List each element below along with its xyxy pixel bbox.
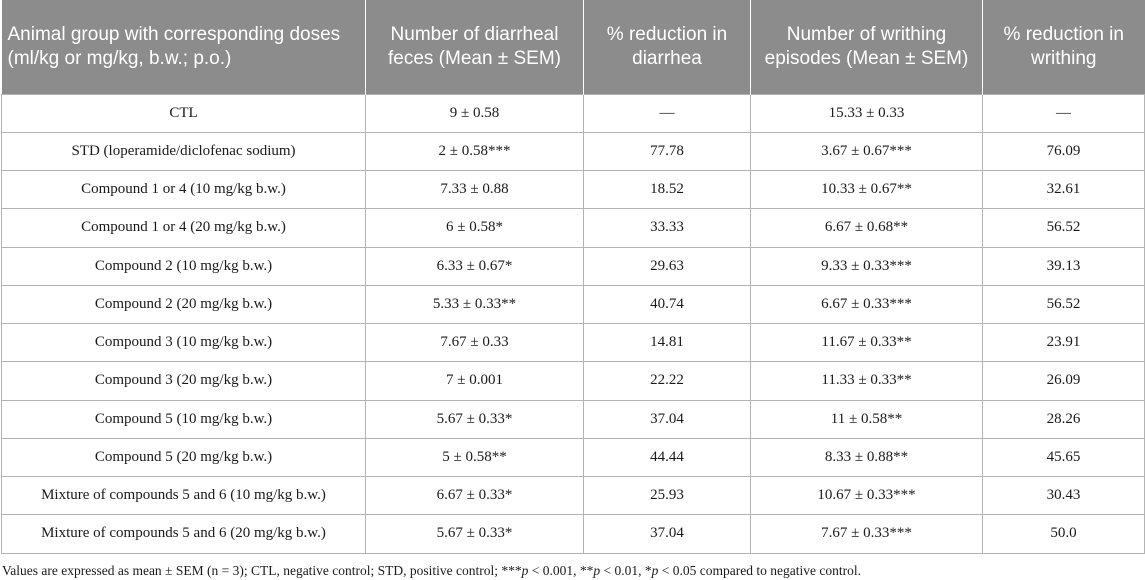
table-row: [2, 285, 1145, 323]
table-row: [2, 324, 1145, 362]
header-reduction-diarrhea: % reduction in diarrhea: [584, 0, 751, 94]
cell-diarrheal-feces: 6.67 ± 0.33*: [366, 477, 584, 515]
cell-reduction-writhing: 32.61: [983, 171, 1145, 209]
cell-reduction-diarrhea: 29.63: [584, 247, 751, 285]
footnote-text-part: < 0.05 compared to negative control.: [658, 563, 861, 578]
cell-group: Compound 1 or 4 (20 mg/kg b.w.): [2, 209, 366, 247]
cell-writhing-episodes: 11.33 ± 0.33**: [751, 362, 983, 400]
cell-reduction-diarrhea: —: [584, 94, 751, 132]
cell-reduction-diarrhea: 77.78: [584, 132, 751, 170]
cell-reduction-writhing: 23.91: [983, 324, 1145, 362]
cell-reduction-writhing: 26.09: [983, 362, 1145, 400]
table-row: [2, 400, 1145, 438]
cell-group: Mixture of compounds 5 and 6 (10 mg/kg b.w.): [2, 477, 366, 515]
table-row: [2, 515, 1145, 553]
cell-diarrheal-feces: 6.33 ± 0.67*: [366, 247, 584, 285]
table-row: [2, 477, 1145, 515]
table-row: [2, 94, 1145, 132]
table-row: [2, 362, 1145, 400]
cell-reduction-writhing: 56.52: [983, 209, 1145, 247]
cell-diarrheal-feces: 6 ± 0.58*: [366, 209, 584, 247]
cell-diarrheal-feces: 5 ± 0.58**: [366, 438, 584, 476]
table-row: [2, 171, 1145, 209]
cell-group: Compound 5 (20 mg/kg b.w.): [2, 438, 366, 476]
cell-writhing-episodes: 10.67 ± 0.33***: [751, 477, 983, 515]
cell-diarrheal-feces: 2 ± 0.58***: [366, 132, 584, 170]
cell-diarrheal-feces: 5.67 ± 0.33*: [366, 400, 584, 438]
cell-writhing-episodes: 8.33 ± 0.88**: [751, 438, 983, 476]
table-body: [2, 94, 1145, 553]
footnote-p-symbol: p: [521, 563, 529, 578]
footnote-text-part: Values are expressed as mean ± SEM (n = 3); CTL, negative control; STD, positive control; ***: [2, 563, 522, 578]
cell-group: Compound 2 (20 mg/kg b.w.): [2, 285, 366, 323]
cell-reduction-writhing: 28.26: [983, 400, 1145, 438]
cell-reduction-writhing: 56.52: [983, 285, 1145, 323]
cell-reduction-diarrhea: 25.93: [584, 477, 751, 515]
cell-reduction-diarrhea: 40.74: [584, 285, 751, 323]
cell-group: Compound 1 or 4 (10 mg/kg b.w.): [2, 171, 366, 209]
table-row: [2, 247, 1145, 285]
cell-reduction-writhing: 45.65: [983, 438, 1145, 476]
header-row: [2, 0, 1145, 94]
footnote-text-part: < 0.01, *: [600, 563, 652, 578]
table-row: [2, 132, 1145, 170]
cell-reduction-diarrhea: 33.33: [584, 209, 751, 247]
cell-reduction-writhing: —: [983, 94, 1145, 132]
cell-reduction-writhing: 39.13: [983, 247, 1145, 285]
cell-reduction-diarrhea: 22.22: [584, 362, 751, 400]
cell-reduction-diarrhea: 14.81: [584, 324, 751, 362]
cell-writhing-episodes: 6.67 ± 0.33***: [751, 285, 983, 323]
header-reduction-writhing: % reduction in writhing: [983, 0, 1145, 94]
header-writhing-episodes: Number of writhing episodes (Mean ± SEM): [751, 0, 983, 94]
cell-writhing-episodes: 15.33 ± 0.33: [751, 94, 983, 132]
cell-diarrheal-feces: 7.67 ± 0.33: [366, 324, 584, 362]
table-header: [2, 0, 1145, 94]
table-row: [2, 438, 1145, 476]
table-row: [2, 209, 1145, 247]
cell-group: Compound 5 (10 mg/kg b.w.): [2, 400, 366, 438]
header-diarrheal-feces: Number of diarrheal feces (Mean ± SEM): [366, 0, 584, 94]
cell-writhing-episodes: 10.33 ± 0.67**: [751, 171, 983, 209]
cell-diarrheal-feces: 7.33 ± 0.88: [366, 171, 584, 209]
cell-reduction-diarrhea: 37.04: [584, 400, 751, 438]
cell-reduction-diarrhea: 37.04: [584, 515, 751, 553]
footnote-text-part: < 0.001, **: [528, 563, 594, 578]
cell-reduction-writhing: 30.43: [983, 477, 1145, 515]
cell-group: STD (loperamide/diclofenac sodium): [2, 132, 366, 170]
cell-writhing-episodes: 11.67 ± 0.33**: [751, 324, 983, 362]
cell-reduction-writhing: 76.09: [983, 132, 1145, 170]
table-footnote: [2, 563, 861, 579]
footnote-p-symbol: p: [593, 563, 601, 578]
cell-writhing-episodes: 6.67 ± 0.68**: [751, 209, 983, 247]
cell-writhing-episodes: 7.67 ± 0.33***: [751, 515, 983, 553]
cell-group: CTL: [2, 94, 366, 132]
footnote-p-symbol: p: [651, 563, 659, 578]
cell-reduction-writhing: 50.0: [983, 515, 1145, 553]
cell-group: Compound 3 (10 mg/kg b.w.): [2, 324, 366, 362]
cell-group: Compound 3 (20 mg/kg b.w.): [2, 362, 366, 400]
cell-writhing-episodes: 9.33 ± 0.33***: [751, 247, 983, 285]
cell-diarrheal-feces: 7 ± 0.001: [366, 362, 584, 400]
cell-reduction-diarrhea: 18.52: [584, 171, 751, 209]
cell-writhing-episodes: 3.67 ± 0.67***: [751, 132, 983, 170]
results-table: [1, 0, 1145, 554]
cell-reduction-diarrhea: 44.44: [584, 438, 751, 476]
header-animal-group: Animal group with corresponding doses (ml/kg or mg/kg, b.w.; p.o.): [2, 0, 366, 94]
cell-diarrheal-feces: 5.33 ± 0.33**: [366, 285, 584, 323]
cell-writhing-episodes: 11 ± 0.58**: [751, 400, 983, 438]
cell-group: Mixture of compounds 5 and 6 (20 mg/kg b.w.): [2, 515, 366, 553]
cell-group: Compound 2 (10 mg/kg b.w.): [2, 247, 366, 285]
cell-diarrheal-feces: 5.67 ± 0.33*: [366, 515, 584, 553]
cell-diarrheal-feces: 9 ± 0.58: [366, 94, 584, 132]
